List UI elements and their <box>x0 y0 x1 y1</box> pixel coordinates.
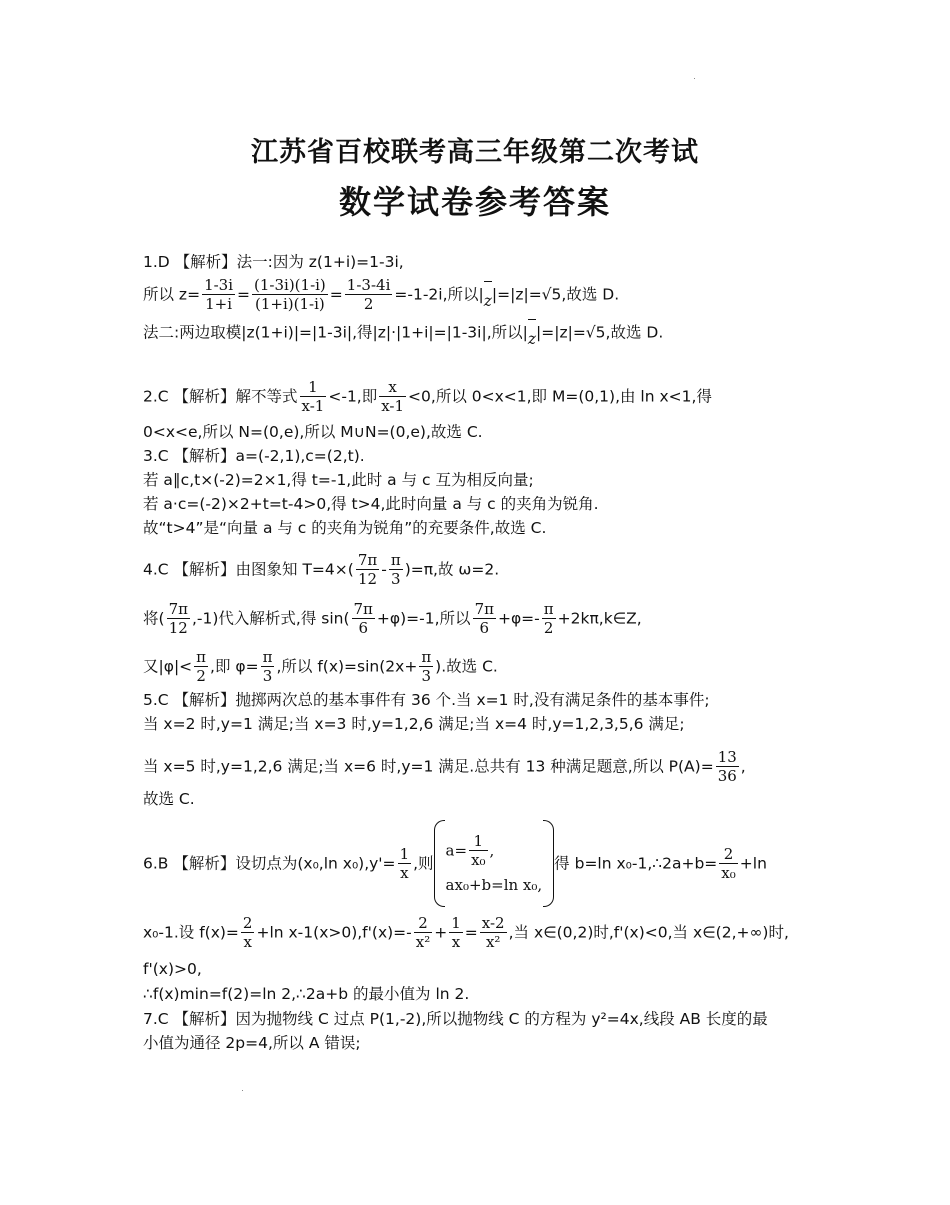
q1-line1: 1.D 【解析】法一:因为 z(1+i)=1-3i, <box>143 253 404 271</box>
fraction: $\frac{\pi}{3}$ <box>421 648 432 685</box>
fraction: $\frac{2}{\text{x₀}}$ <box>721 845 736 882</box>
q3-line2: 若 a∥c,t×(-2)=2×1,得 t=-1,此时 a 与 c 互为相反向量; <box>143 471 534 489</box>
equation-system: a= $\frac{1}{\text{x₀}}$ , ax₀+b=ln x₀, <box>434 820 555 907</box>
scan-dot <box>694 78 695 79</box>
q5-line1: 5.C 【解析】抛掷两次总的基本事件有 36 个.当 x=1 时,没有满足条件的基本事件; <box>143 691 710 709</box>
fraction: $\frac{7\pi}{6}$ <box>474 600 494 637</box>
fraction: $\frac{x}{x-1}$ <box>381 378 405 415</box>
fraction: $\frac{\pi}{3}$ <box>390 551 401 588</box>
fraction: $\frac{1-3-4i}{2}$ <box>346 276 391 313</box>
q6-line1: 6.B 【解析】设切点为(x₀,ln x₀),y'= $\frac{1}{x}$ ,则 a= $\frac{1}{\text{x₀}}$ , ax₀+b=ln x₀, 得 b=ln x₀-1,∴2a+b= $\frac{2}{\text{x₀}}$ +ln <box>143 820 767 907</box>
fraction: $\frac{1}{x-1}$ <box>301 378 325 415</box>
q3-line1: 3.C 【解析】a=(-2,1),c=(2,t). <box>143 447 365 465</box>
fraction: $\frac{\pi}{2}$ <box>196 648 207 685</box>
q6-line3: f'(x)>0, <box>143 960 202 978</box>
q4-line2: 将( $\frac{7\pi}{12}$ ,-1)代入解析式,得 sin( $\frac{7\pi}{6}$ +φ)=-1,所以 $\frac{7\pi}{6}$ +φ=- $\frac{\pi}{2}$ +2kπ,k∈Z, <box>143 600 642 637</box>
q2-line2: 0<x<e,所以 N=(0,e),所以 M∪N=(0,e),故选 C. <box>143 423 483 441</box>
fraction: $\frac{1}{x}$ <box>399 845 410 882</box>
fraction: $\frac{(1-3i)(1-i)}{(1+i)(1-i)}$ <box>254 276 326 313</box>
scan-dot <box>242 1090 243 1091</box>
fraction: $\frac{1-3i}{1+i}$ <box>204 276 234 313</box>
q3-line4: 故“t>4”是“向量 a 与 c 的夹角为锐角”的充要条件,故选 C. <box>143 519 547 537</box>
fraction: $\frac{2}{\text{x²}}$ <box>415 914 431 951</box>
q6-line2: x₀-1.设 f(x)= $\frac{2}{x}$ +ln x-1(x>0),f'(x)=- $\frac{2}{\text{x²}}$ + $\frac{1}{x}$ = $\frac{x-2}{\text{x²}}$ ,当 x∈(0,2)时,f'(x)<0,当 x∈(2,+∞)时, <box>143 914 789 951</box>
fraction: $\frac{1}{\text{x₀}}$ <box>471 832 486 869</box>
q7-line1: 7.C 【解析】因为抛物线 C 过点 P(1,-2),所以抛物线 C 的方程为 y²=4x,线段 AB 长度的最 <box>143 1010 768 1028</box>
q3-line3: 若 a·c=(-2)×2+t=t-4>0,得 t>4,此时向量 a 与 c 的夹角为锐角. <box>143 495 599 513</box>
fraction: $\frac{\pi}{3}$ <box>262 648 273 685</box>
q5-line2: 当 x=2 时,y=1 满足;当 x=3 时,y=1,2,6 满足;当 x=4 时,y=1,2,3,5,6 满足; <box>143 715 685 733</box>
q7-line2: 小值为通径 2p=4,所以 A 错误; <box>143 1034 361 1052</box>
q1-line3: 法二:两边取模|z(1+i)|=|1-3i|,得|z|·|1+i|=|1-3i|,所以| z|=|z|=√5,故选 D. <box>143 322 663 343</box>
document-title: 江苏省百校联考高三年级第二次考试 <box>251 137 699 168</box>
document-subtitle: 数学试卷参考答案 <box>338 183 611 221</box>
q4-line1: 4.C 【解析】由图象知 T=4×( $\frac{7\pi}{12}$ - $\frac{\pi}{3}$ )=π,故 ω=2. <box>143 551 500 588</box>
fraction: $\frac{13}{36}$ <box>717 748 737 785</box>
q5-line3: 当 x=5 时,y=1,2,6 满足;当 x=6 时,y=1 满足.总共有 13 种满足题意,所以 P(A)= $\frac{13}{36}$ , <box>143 748 746 785</box>
fraction: $\frac{2}{x}$ <box>242 914 253 951</box>
q2-line1: 2.C 【解析】解不等式 $\frac{1}{x-1}$ <-1,即 $\frac{x}{x-1}$ <0,所以 0<x<1,即 M=(0,1),由 ln x<1,得 <box>143 378 712 415</box>
q4-line3: 又|φ|< $\frac{\pi}{2}$ ,即 φ= $\frac{\pi}{3}$ ,所以 f(x)=sin(2x+ $\frac{\pi}{3}$ ).故选 C. <box>143 648 498 685</box>
fraction: $\frac{7\pi}{6}$ <box>353 600 373 637</box>
fraction: $\frac{7\pi}{12}$ <box>168 600 188 637</box>
fraction: $\frac{\pi}{2}$ <box>543 600 554 637</box>
fraction: $\frac{x-2}{\text{x²}}$ <box>481 914 505 951</box>
q1-line2: 所以 z= $\frac{1-3i}{1+i}$ = $\frac{(1-3i)(1-i)}{(1+i)(1-i)}$ = $\frac{1-3-4i}{2}$ =-1-2i,所以| z|=|z|=√5,故选 D. <box>143 276 620 313</box>
fraction: $\frac{7\pi}{12}$ <box>357 551 378 588</box>
q6-line4: ∴f(x)min=f(2)=ln 2,∴2a+b 的最小值为 ln 2. <box>143 985 470 1003</box>
fraction: $\frac{1}{x}$ <box>451 914 461 951</box>
q5-line4: 故选 C. <box>143 790 195 808</box>
